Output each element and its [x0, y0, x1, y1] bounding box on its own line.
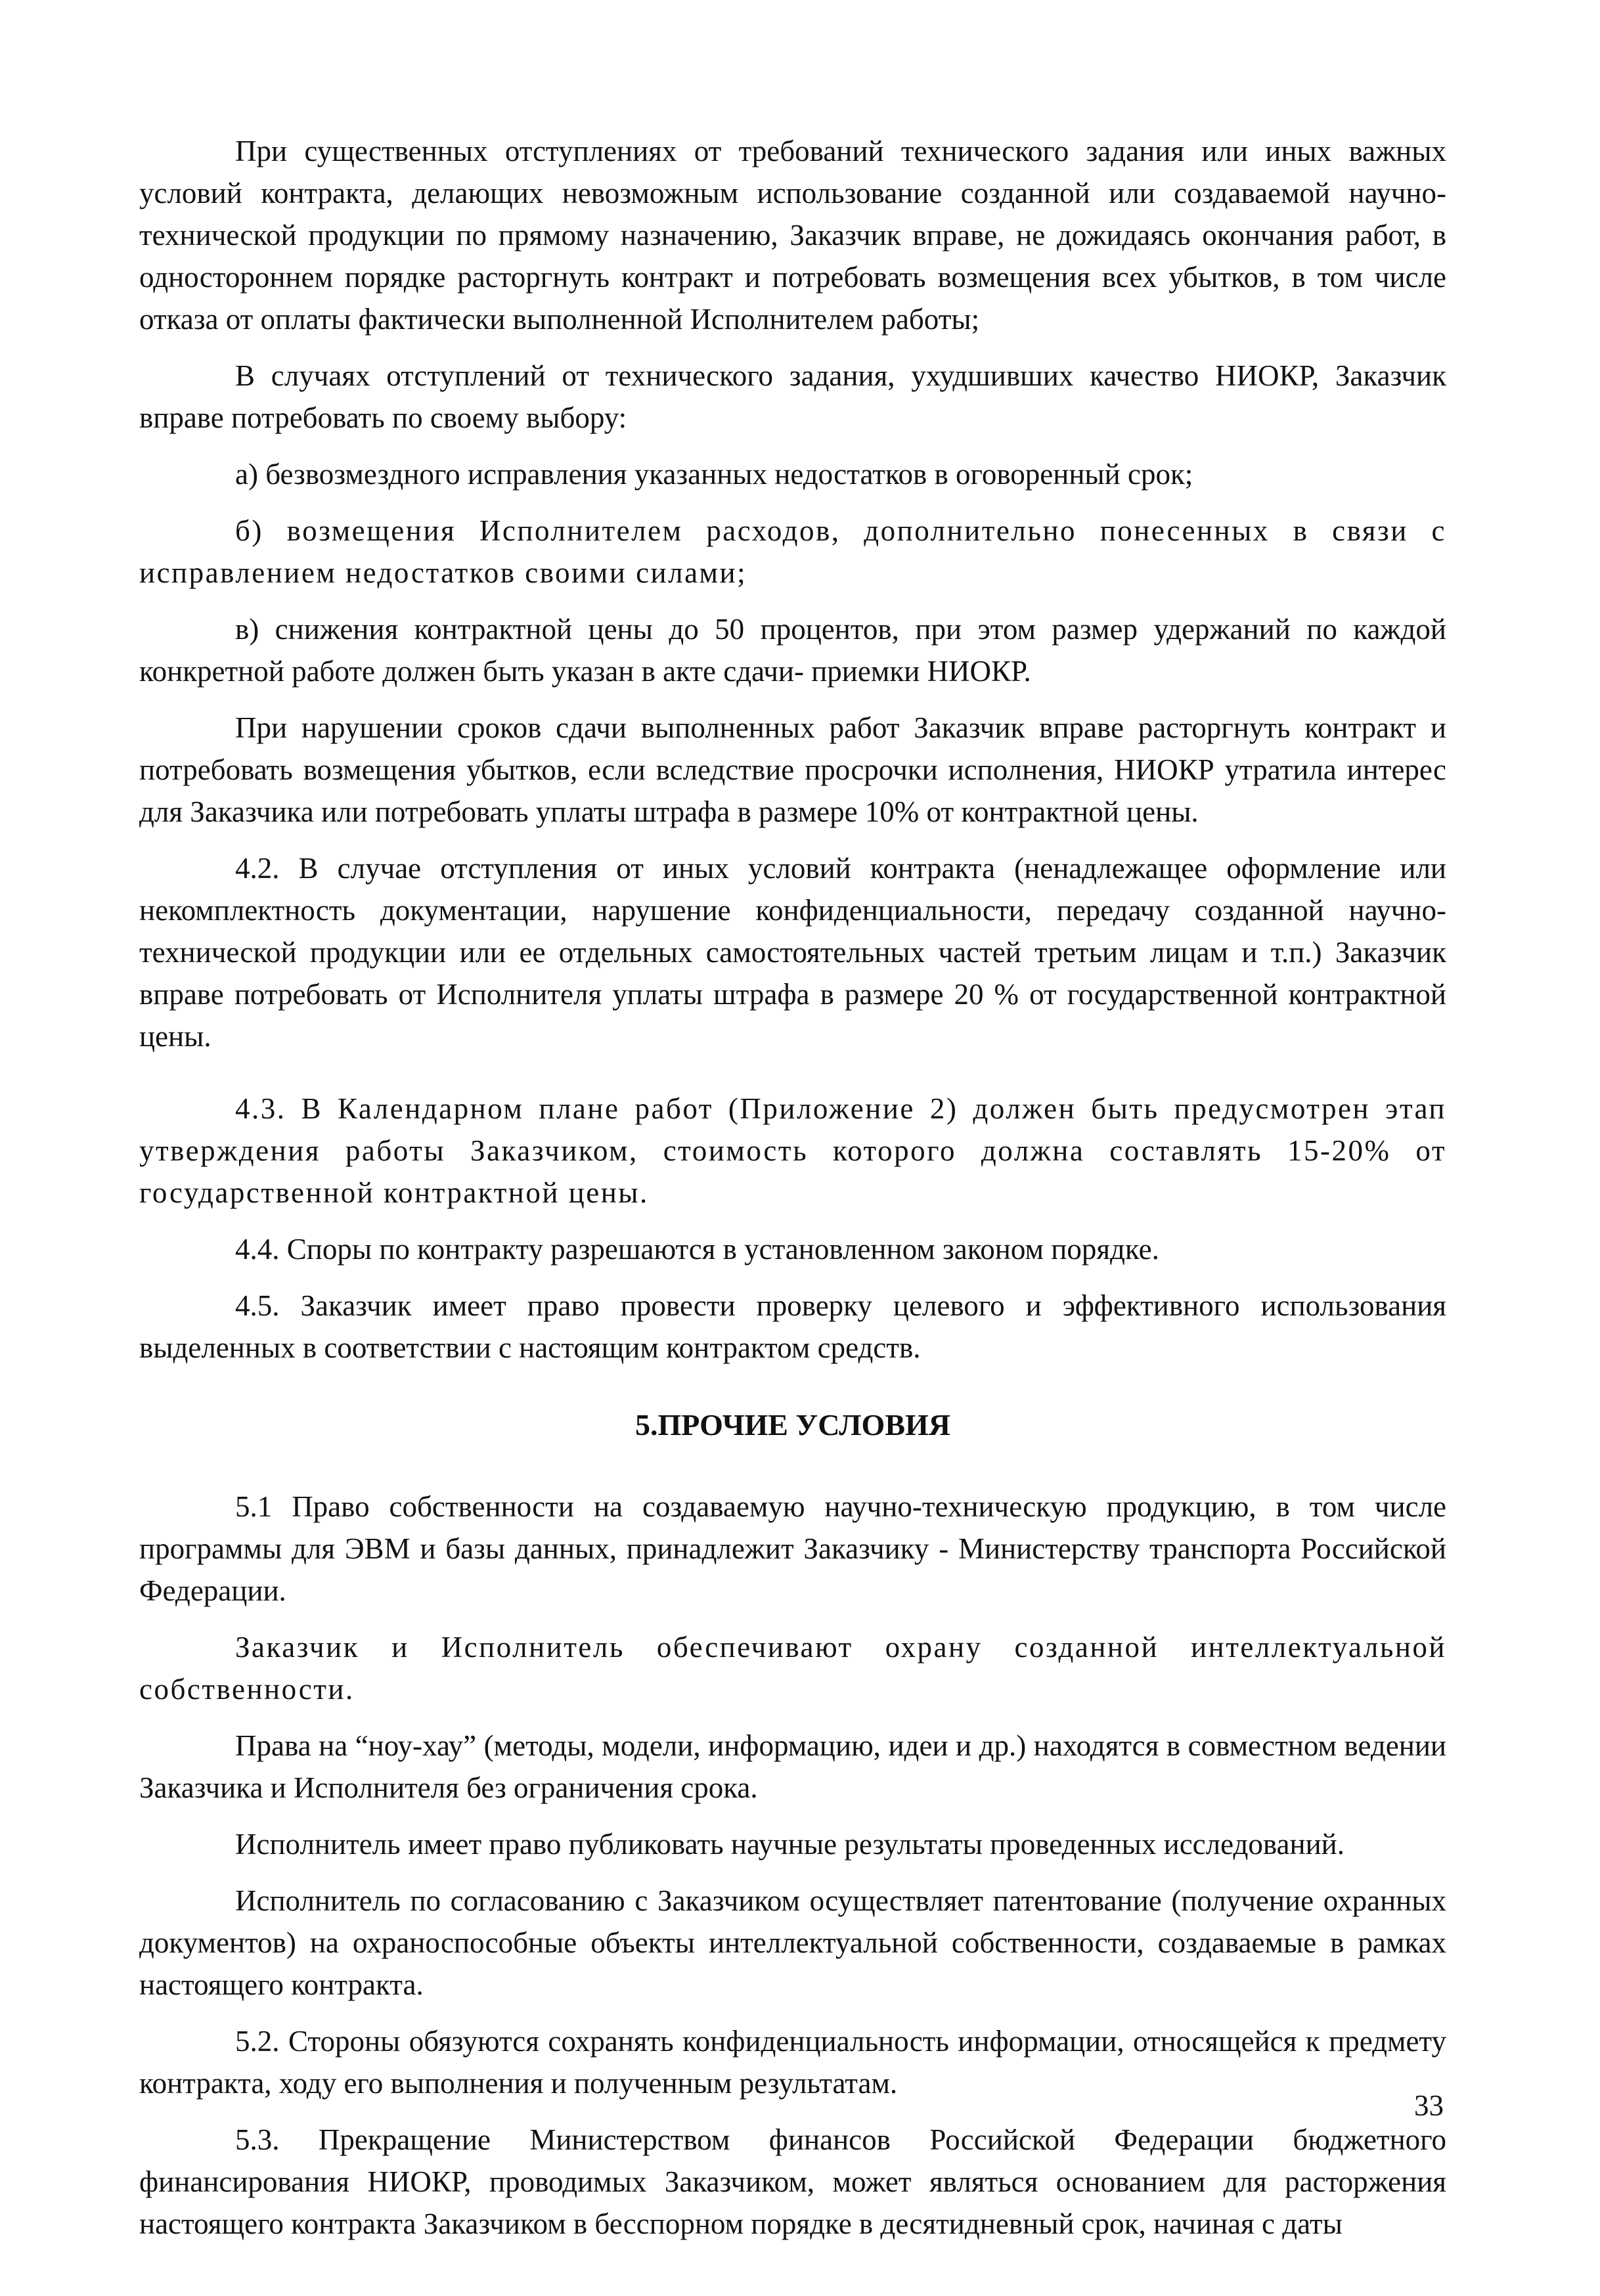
- document-page: [139, 130, 1446, 2259]
- paragraph-deadline-violation: При нарушении сроков сдачи выполненных работ Заказчик вправе расторгнуть контракт и потребовать возмещения убытков, если вследствие просрочки исполнения, НИОКР утратила интерес для Заказчика или потребовать уплаты штрафа в размере 10% от контрактной цены.: [139, 711, 1446, 828]
- paragraph-5-2: 5.2. Стороны обязуются сохранять конфиденциальность информации, относящейся к предмету контракта, ходу его выполнения и полученным результатам.: [139, 2025, 1446, 2100]
- paragraph-option-c: в) снижения контрактной цены до 50 процентов, при этом размер удержаний по каждой конкретной работе должен быть указан в акте сдачи- приемки НИОКР.: [139, 613, 1446, 688]
- paragraph-4-4: 4.4. Споры по контракту разрешаются в установленном законом порядке.: [235, 1233, 1159, 1266]
- paragraph-4-2: 4.2. В случае отступления от иных условий контракта (ненадлежащее оформление или некомплектность документации, нарушение конфиденциальности, передачу созданной научно-технической продукции или ее отдельных самостоятельных частей третьим лицам и т.п.) Заказчик вправе потребовать от Исполнителя уплаты штрафа в размере 20 % от государственной контрактной цены.: [139, 852, 1446, 1053]
- paragraph-4-3: 4.3. В Календарном плане работ (Приложение 2) должен быть предусмотрен этап утверждения работы Заказчиком, стоимость которого должна составлять 15-20% от государственной контрактной цены.: [139, 1092, 1446, 1209]
- paragraph-ip-protection: Заказчик и Исполнитель обеспечивают охрану созданной интеллектуальной собственности.: [139, 1631, 1446, 1706]
- page-number: 33: [1414, 2089, 1444, 2122]
- paragraph-quality-deviation: В случаях отступлений от технического задания, ухудшивших качество НИОКР, Заказчик вправе потребовать по своему выбору:: [139, 359, 1446, 434]
- paragraph-5-1: 5.1 Право собственности на создаваемую научно-техническую продукцию, в том числе программы для ЭВМ и базы данных, принадлежит Заказчику - Министерству транспорта Российской Федерации.: [139, 1490, 1446, 1607]
- paragraph-option-a: а) безвозмездного исправления указанных недостатков в оговоренный срок;: [235, 458, 1193, 491]
- paragraph-option-b: б) возмещения Исполнителем расходов, дополнительно понесенных в связи с исправлением недостатков своими силами;: [139, 514, 1446, 589]
- paragraph-patenting: Исполнитель по согласованию с Заказчиком осуществляет патентование (получение охранных документов) на охраноспособные объекты интеллектуальной собственности, создаваемые в рамках настоящего контракта.: [139, 1884, 1446, 2001]
- paragraph-4-5: 4.5. Заказчик имеет право провести проверку целевого и эффективного использования выделенных в соответствии с настоящим контрактом средств.: [139, 1289, 1446, 1364]
- paragraph-contract-violation: При существенных отступлениях от требований технического задания или иных важных условий контракта, делающих невозможным использование созданной или создаваемой научно-технической продукции по прямому назначению, Заказчик вправе, не дожидаясь окончания работ, в одностороннем порядке расторгнуть контракт и потребовать возмещения всех убытков, в том числе отказа от оплаты фактически выполненной Исполнителем работы;: [139, 135, 1446, 336]
- paragraph-know-how: Права на “ноу-хау” (методы, модели, информацию, идеи и др.) находятся в совместном ведении Заказчика и Исполнителя без ограничения срока.: [139, 1729, 1446, 1804]
- paragraph-publication-right: Исполнитель имеет право публиковать научные результаты проведенных исследований.: [235, 1828, 1344, 1861]
- section-heading: 5.ПРОЧИЕ УСЛОВИЯ: [634, 1408, 951, 1442]
- paragraph-5-3: 5.3. Прекращение Министерством финансов Российской Федерации бюджетного финансирования НИОКР, проводимых Заказчиком, может являться основанием для расторжения настоящего контракта Заказчиком в бесспорном порядке в десятидневный срок, начиная с даты: [139, 2123, 1446, 2240]
